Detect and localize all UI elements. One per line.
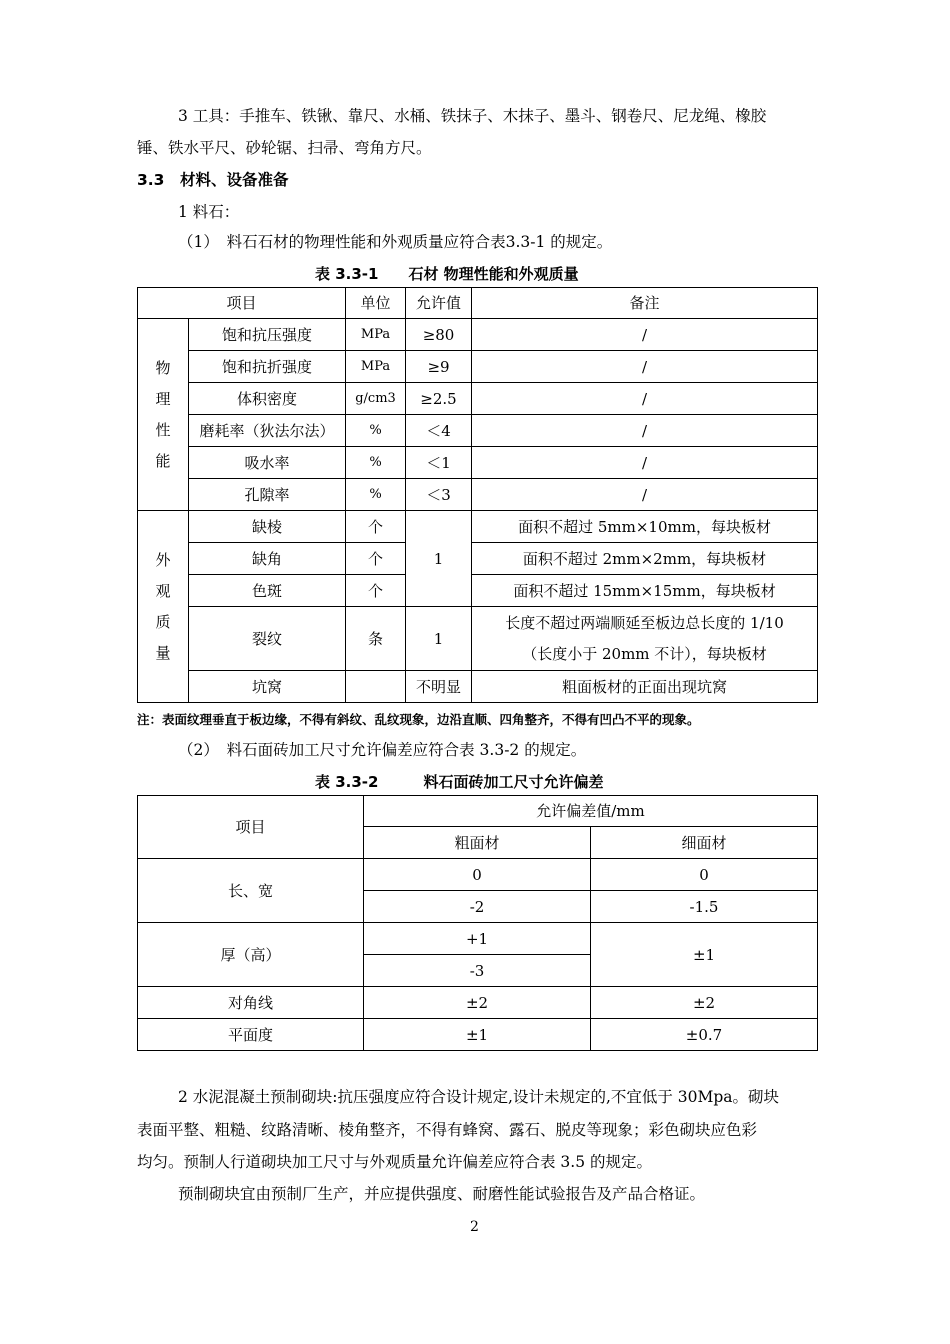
row-coarse: -3 xyxy=(364,955,591,987)
group-appearance: 外 观 质 量 xyxy=(138,511,189,703)
row-fine: ±1 xyxy=(591,923,818,987)
row-value: ≥80 xyxy=(406,319,472,351)
row-value: ＜1 xyxy=(406,447,472,479)
row-unit: MPa xyxy=(346,351,406,383)
row-fine: ±0.7 xyxy=(591,1019,818,1051)
row-name: 饱和抗压强度 xyxy=(189,319,346,351)
row-note: / xyxy=(472,319,818,351)
row-name: 体积密度 xyxy=(189,383,346,415)
header-allowed: 允许值 xyxy=(406,288,472,319)
row-coarse: ±1 xyxy=(364,1019,591,1051)
row-unit: g/cm3 xyxy=(346,383,406,415)
row-note: / xyxy=(472,447,818,479)
row-coarse: 0 xyxy=(364,859,591,891)
row-coarse: -2 xyxy=(364,891,591,923)
header-item: 项目 xyxy=(138,796,364,859)
row-name: 磨耗率（狄法尔法） xyxy=(189,415,346,447)
row-note: 粗面板材的正面出现坑窝 xyxy=(472,671,818,703)
paragraph-concrete-line1: 2 水泥混凝土预制砌块:抗压强度应符合设计规定,设计未规定的,不宜低于 30Mpa。砌块 xyxy=(178,1088,780,1106)
row-value: ≥2.5 xyxy=(406,383,472,415)
row-name: 长、宽 xyxy=(138,859,364,923)
row-name: 缺角 xyxy=(189,543,346,575)
row-fine: -1.5 xyxy=(591,891,818,923)
row-note: 面积不超过 15mm×15mm，每块板材 xyxy=(472,575,818,607)
paragraph-concrete-line2: 表面平整、粗糙、纹路清晰、棱角整齐，不得有蜂窝、露石、脱皮等现象；彩色砌块应色彩 xyxy=(137,1121,758,1139)
page-number: 2 xyxy=(470,1219,479,1235)
row-unit: % xyxy=(346,479,406,511)
row-name: 对角线 xyxy=(138,987,364,1019)
table-1-footnote: 注：表面纹理垂直于板边缘，不得有斜纹、乱纹现象，边沿直顺、四角整齐，不得有凹凸不平的现象。 xyxy=(137,712,700,727)
row-name: 平面度 xyxy=(138,1019,364,1051)
item-1-2-text: （2） 料石面砖加工尺寸允许偏差应符合表 3.3-2 的规定。 xyxy=(178,741,587,759)
row-unit: 个 xyxy=(346,575,406,607)
row-name: 裂纹 xyxy=(189,607,346,671)
row-value: 不明显 xyxy=(406,671,472,703)
section-heading: 3.3 材料、设备准备 xyxy=(137,171,289,189)
item-1-heading: 1 料石： xyxy=(178,203,240,221)
row-unit: 个 xyxy=(346,543,406,575)
row-name: 吸水率 xyxy=(189,447,346,479)
row-note: 面积不超过 5mm×10mm，每块板材 xyxy=(472,511,818,543)
row-name: 孔隙率 xyxy=(189,479,346,511)
row-unit: 条 xyxy=(346,607,406,671)
header-fine: 细面材 xyxy=(591,827,818,859)
header-item: 项目 xyxy=(138,288,346,319)
row-name: 缺棱 xyxy=(189,511,346,543)
header-note: 备注 xyxy=(472,288,818,319)
row-name: 饱和抗折强度 xyxy=(189,351,346,383)
row-unit: 个 xyxy=(346,511,406,543)
paragraph-concrete-line3: 均匀。预制人行道砌块加工尺寸与外观质量允许偏差应符合表 3.5 的规定。 xyxy=(137,1153,653,1171)
group-physical: 物 理 性 能 xyxy=(138,319,189,511)
row-note: / xyxy=(472,351,818,383)
row-value: ＜3 xyxy=(406,479,472,511)
table-1-caption: 表 3.3-1 石材 物理性能和外观质量 xyxy=(315,265,579,283)
row-name: 坑窝 xyxy=(189,671,346,703)
row-coarse: +1 xyxy=(364,923,591,955)
row-note: / xyxy=(472,415,818,447)
row-unit: % xyxy=(346,415,406,447)
row-note: 长度不超过两端顺延至板边总长度的 1/10 （长度小于 20mm 不计），每块板材 xyxy=(472,607,818,671)
table-1 xyxy=(137,287,818,703)
paragraph-tools-line2: 锤、铁水平尺、砂轮锯、扫帚、弯角方尺。 xyxy=(137,139,432,157)
header-unit: 单位 xyxy=(346,288,406,319)
item-1-1-text: （1） 料石石材的物理性能和外观质量应符合表3.3-1 的规定。 xyxy=(178,233,613,251)
header-tolerance: 允许偏差值/mm xyxy=(364,796,818,827)
table-2-caption: 表 3.3-2 料石面砖加工尺寸允许偏差 xyxy=(315,773,604,791)
row-value: ＜4 xyxy=(406,415,472,447)
header-coarse: 粗面材 xyxy=(364,827,591,859)
paragraph-concrete-line4: 预制砌块宜由预制厂生产，并应提供强度、耐磨性能试验报告及产品合格证。 xyxy=(178,1185,706,1203)
table-2 xyxy=(137,795,818,1051)
row-value: ≥9 xyxy=(406,351,472,383)
paragraph-tools-line1: 3 工具：手推车、铁锹、靠尺、水桶、铁抹子、木抹子、墨斗、钢卷尺、尼龙绳、橡胶 xyxy=(178,107,767,125)
row-value-merged: 1 xyxy=(406,511,472,607)
row-unit xyxy=(346,671,406,703)
row-value: 1 xyxy=(406,607,472,671)
row-note: 面积不超过 2mm×2mm，每块板材 xyxy=(472,543,818,575)
row-fine: 0 xyxy=(591,859,818,891)
row-name: 厚（高） xyxy=(138,923,364,987)
row-coarse: ±2 xyxy=(364,987,591,1019)
row-name: 色斑 xyxy=(189,575,346,607)
row-unit: % xyxy=(346,447,406,479)
row-note: / xyxy=(472,383,818,415)
row-unit: MPa xyxy=(346,319,406,351)
row-fine: ±2 xyxy=(591,987,818,1019)
row-note: / xyxy=(472,479,818,511)
